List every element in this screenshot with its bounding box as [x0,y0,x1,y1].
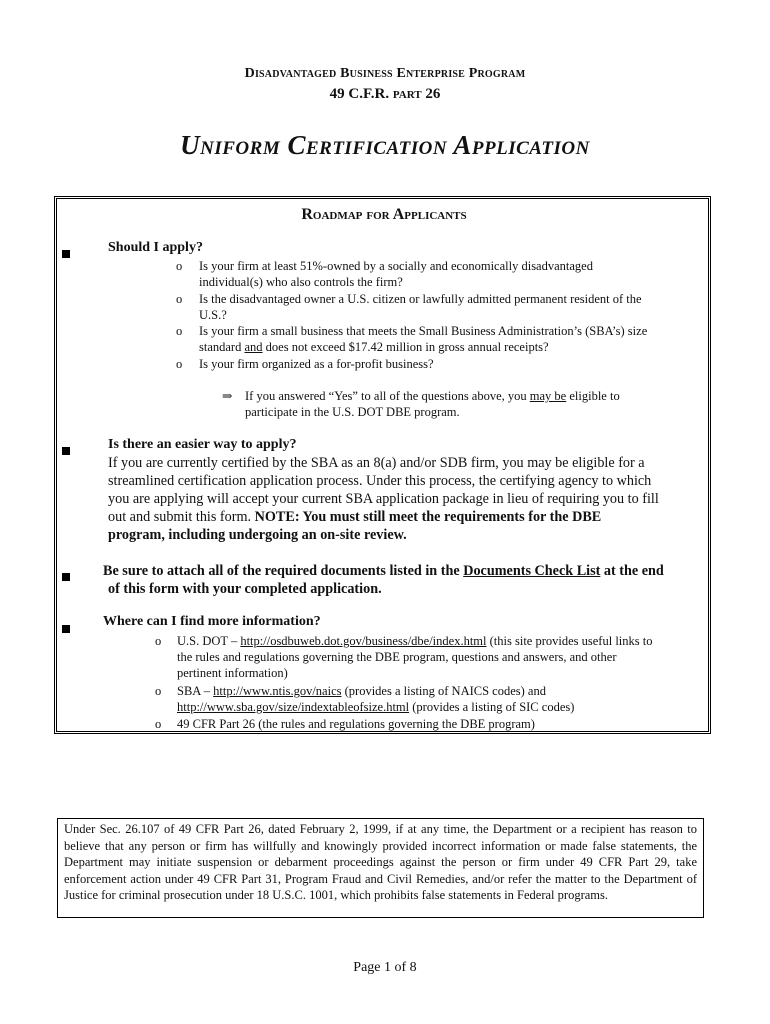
q1-item-3-line-1: Is your firm a small business that meets the Small Business Administration’s (SBA’s) size [199,324,648,338]
q4-heading: Where can I find more information? [103,614,321,629]
q2-line-4-a: out and submit this form. [108,509,252,525]
q4-dot-line-2: the rules and regulations governing the DBE program, questions and answers, and other [177,650,617,664]
bullet-icon [62,625,70,633]
roadmap-title: Roadmap for Applicants [301,206,467,223]
q1-item-2-line-2: U.S.? [199,308,227,322]
q4-dot-prefix: U.S. DOT – [177,634,241,648]
dot-dbe-link[interactable]: http://osdbuweb.dot.gov/business/dbe/index.html [240,634,487,648]
bullet-icon [62,447,70,455]
q4-sba-suffix-2: (provides a listing of SIC codes) [409,700,575,714]
q1-item-3 [176,323,709,355]
q1-item-2 [176,291,709,323]
q1-item-2-line-1: Is the disadvantaged owner a U.S. citizen or lawfully admitted permanent resident of the [199,292,642,306]
page-number: Page 1 of 8 [353,960,417,975]
q1-item-4-line-1: Is your firm organized as a for-profit business? [199,357,434,371]
q4-sba-suffix-1: (provides a listing of NAICS codes) and [341,684,546,698]
q2-heading: Is there an easier way to apply? [108,437,297,452]
cfr-heading: 49 C.F.R. part 26 [329,86,441,102]
circle-bullet-icon: o [155,684,162,698]
q2-body [108,454,708,544]
legal-notice: Under Sec. 26.107 of 49 CFR Part 26, dated February 2, 1999, if at any time, the Department or a recipient has reason to believe that any person or firm has willfully and knowingly provided incorrect information or made false statements, the Department may initiate suspension or debarment proceedings against the person or firm under 49 CFR Part 29, take enforcement action under 49 CFR Part 31, Program Fraud and Civil Remedies, and/or refer the matter to the Department of Justice for criminal prosecution under 18 U.S.C. 1001, which prohibits false statements in Federal programs. [57,818,704,918]
q2-line-3: you are applying will accept your current SBA application package in lieu of requiring you to fill [108,491,659,507]
q4-dot-suffix: (this site provides useful links to [486,634,653,648]
q3-line-1-a: Be sure to attach all of the required documents listed in the [103,563,460,579]
q1-note-may-be: may be [529,389,567,403]
q1-item-1 [176,258,709,290]
q1-heading: Should I apply? [108,240,203,255]
q2-line-5: program, including undergoing an on-site review. [108,527,407,543]
q1-note-line-2: participate in the U.S. DOT DBE program. [245,405,460,419]
bullet-icon [62,250,70,258]
q2-line-1: If you are currently certified by the SBA as an 8(a) and/or SDB firm, you may be eligible for a [108,455,645,471]
q1-item-4 [176,356,709,372]
circle-bullet-icon: o [176,357,183,371]
circle-bullet-icon: o [155,634,162,648]
bullet-icon [62,573,70,581]
circle-bullet-icon: o [155,717,162,731]
q1-note-text-b: eligible to [569,389,620,403]
program-heading: Disadvantaged Business Enterprise Program [244,66,526,81]
and-word: and [244,340,263,354]
standard-word: standard [199,340,242,354]
q3-line-1 [103,562,708,580]
circle-bullet-icon: o [176,324,183,338]
arrow-icon: ⇒ [222,389,233,403]
q3-line-2: of this form with your completed application. [108,581,382,597]
q4-sba-prefix: SBA – [177,684,214,698]
q4-sba-line-2 [177,699,712,715]
q4-item-sba [155,683,712,715]
q1-item-1-line-1: Is your firm at least 51%-owned by a socially and economically disadvantaged [199,259,593,273]
page-title: Uniform Certification Application [180,130,590,160]
q4-sba-line-1 [177,683,712,699]
q4-cfr-text: 49 CFR Part 26 (the rules and regulations governing the DBE program) [177,717,535,731]
q4-item-cfr [155,716,712,732]
q1-item-3-line-2-text: does not exceed $17.42 million in gross annual receipts? [265,340,549,354]
q2-line-2: streamlined certification application process. Under this process, the certifying agency to which [108,473,652,489]
q4-item-dot [155,633,712,681]
documents-check-list-link: Documents Check List [463,563,601,579]
q1-item-1-line-2: individual(s) who also controls the firm? [199,275,403,289]
naics-link[interactable]: http://www.ntis.gov/naics [213,684,342,698]
circle-bullet-icon: o [176,292,183,306]
q4-dot-line-3: pertinent information) [177,666,288,680]
q2-line-4-b: NOTE: You must still meet the requirements for the DBE [254,509,602,525]
q1-note-line-1 [245,388,705,404]
sic-size-link[interactable]: http://www.sba.gov/size/indextableofsize.html [177,700,410,714]
q3-body [103,562,708,598]
q4-dot-line-1 [177,633,712,649]
q2-line-4 [108,508,708,526]
q3-line-1-b: at the end [603,563,664,579]
q1-note [245,388,705,420]
q1-note-text-a: If you answered “Yes” to all of the questions above, you [245,389,527,403]
q1-item-3-line-2 [199,339,709,355]
circle-bullet-icon: o [176,259,183,273]
